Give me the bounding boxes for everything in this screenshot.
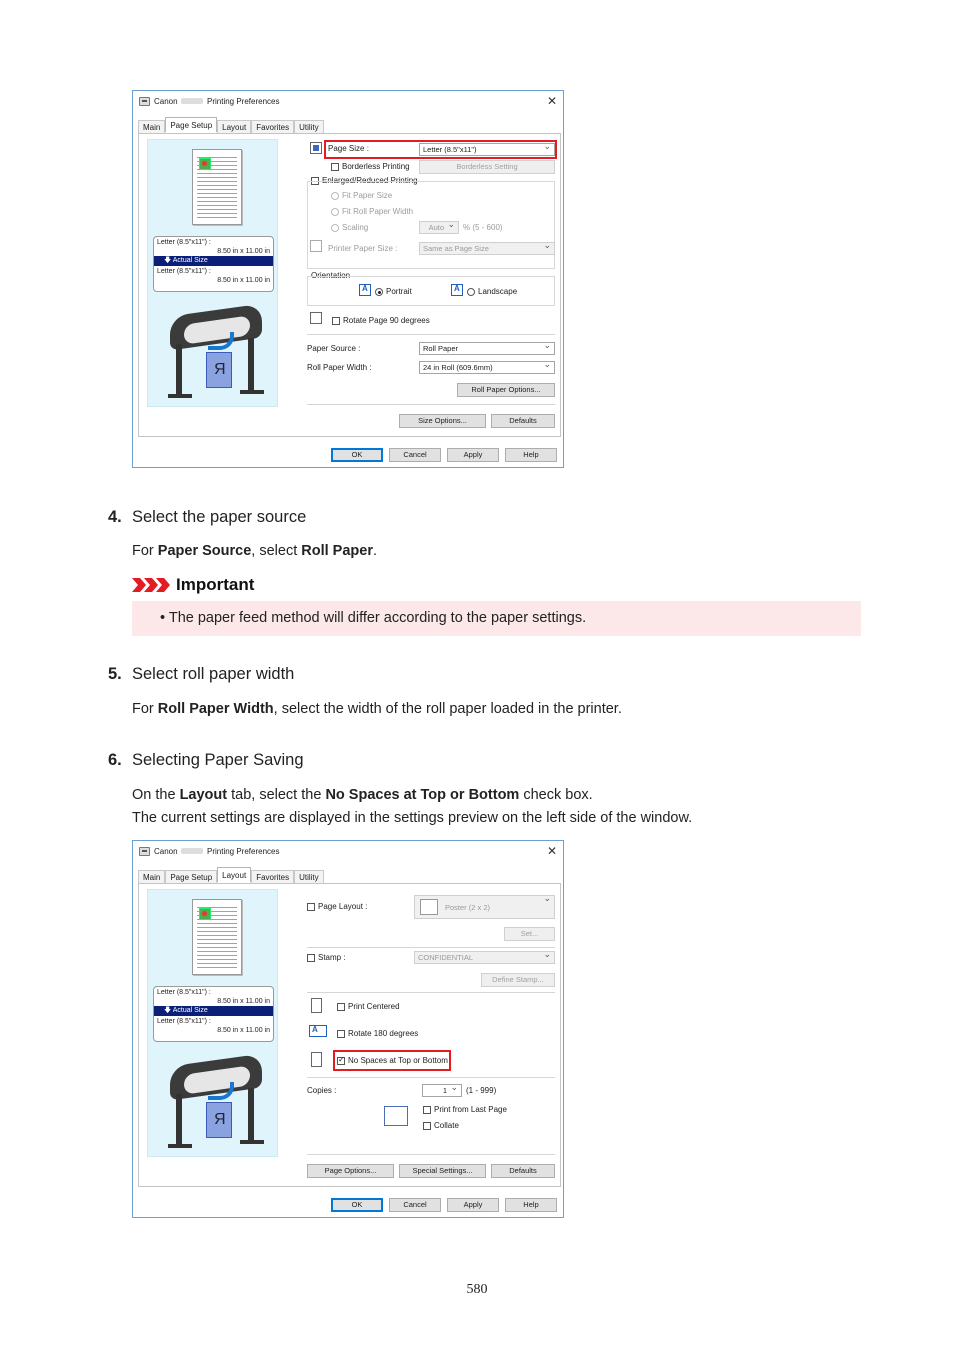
fit-roll-radio[interactable] [331, 208, 339, 216]
print-last-label: Print from Last Page [434, 1105, 507, 1114]
rotate-page-icon [310, 312, 322, 324]
important-bullet: • The paper feed method will differ according to the paper settings. [160, 610, 587, 626]
tab-utility[interactable]: Utility [294, 120, 324, 133]
step-6-text-2: The current settings are displayed in the settings preview on the left side of the window. [132, 810, 693, 826]
tab-page-setup[interactable]: Page Setup [165, 870, 217, 883]
stamp-label: Stamp : [318, 953, 346, 962]
portrait-label: Portrait [386, 287, 412, 296]
define-stamp-button[interactable]: Define Stamp... [481, 973, 555, 987]
actual-size-bar: 🡇 Actual Size [154, 256, 273, 266]
title-bar [133, 841, 563, 863]
apply-button[interactable]: Apply [447, 1198, 499, 1212]
copies-stack-icon [384, 1106, 408, 1126]
size-line: Letter (8.5"x11") : [157, 239, 211, 246]
title-brand: Canon [154, 847, 178, 856]
sheet-letter: R [214, 1111, 226, 1128]
step-number: 6. [108, 751, 122, 769]
cancel-button[interactable]: Cancel [389, 1198, 441, 1212]
fit-paper-radio[interactable] [331, 192, 339, 200]
preview-page [192, 149, 242, 225]
collate-checkbox[interactable] [423, 1122, 431, 1130]
page-size-select[interactable]: Letter (8.5"x11") ⌄ [419, 143, 555, 156]
large-format-printer-illustration [166, 302, 266, 402]
step-number: 4. [108, 508, 122, 526]
enlarged-label: Enlarged/Reduced Printing [322, 176, 418, 185]
fit-paper-label: Fit Paper Size [342, 191, 393, 200]
no-spaces-icon [311, 1052, 322, 1067]
ok-button[interactable]: OK [331, 448, 383, 462]
rotate-90-checkbox[interactable] [332, 317, 340, 325]
separator [307, 1154, 555, 1155]
borderless-label: Borderless Printing [342, 162, 410, 171]
printer-icon [139, 847, 150, 856]
size-dimensions: 8.50 in x 11.00 in [217, 277, 270, 284]
size-line: Letter (8.5"x11") : [157, 989, 211, 996]
scaling-label: Scaling [342, 223, 369, 232]
apply-button[interactable]: Apply [447, 448, 499, 462]
separator [307, 992, 555, 993]
tab-layout[interactable]: Layout [217, 120, 251, 133]
defaults-button[interactable]: Defaults [491, 414, 555, 428]
page-layout-label: Page Layout : [318, 902, 368, 911]
copies-input[interactable]: 1 ⌄ [422, 1084, 462, 1097]
print-last-checkbox[interactable] [423, 1106, 431, 1114]
tab-layout[interactable]: Layout [217, 867, 251, 882]
step-title: Select the paper source [132, 508, 307, 526]
important-arrows-icon [132, 578, 174, 592]
size-dimensions: 8.50 in x 11.00 in [217, 248, 270, 255]
important-title: Important [176, 575, 255, 594]
step-4-text: For Paper Source, select Roll Paper. [132, 543, 377, 559]
size-line: Letter (8.5"x11") : [157, 1018, 211, 1025]
separator [307, 1077, 555, 1078]
rotate-180-label: Rotate 180 degrees [348, 1029, 419, 1038]
rotate-90-label: Rotate Page 90 degrees [343, 316, 430, 325]
feed-arrow-icon [208, 1082, 234, 1100]
print-centered-checkbox[interactable] [337, 1003, 345, 1011]
separator [307, 947, 555, 948]
highlight-box [324, 140, 557, 159]
highlight-box [333, 1050, 451, 1071]
tab-panel [138, 133, 561, 437]
page-options-button[interactable]: Page Options... [307, 1164, 394, 1178]
size-dimensions: 8.50 in x 11.00 in [217, 998, 270, 1005]
tab-main[interactable]: Main [138, 120, 165, 133]
preview-page [192, 899, 242, 975]
print-centered-label: Print Centered [348, 1002, 400, 1011]
page-layout-checkbox[interactable] [307, 903, 315, 911]
stamp-select[interactable]: CONFIDENTIAL ⌄ [414, 951, 555, 964]
separator [307, 404, 555, 405]
large-format-printer-illustration [166, 1052, 266, 1152]
set-button[interactable]: Set... [504, 927, 555, 941]
help-button[interactable]: Help [505, 1198, 557, 1212]
settings-preview [147, 139, 278, 407]
sheet-letter: R [214, 361, 226, 378]
close-icon[interactable]: ✕ [546, 94, 557, 108]
actual-size-label: Actual Size [172, 1007, 208, 1014]
step-6-heading [108, 751, 304, 770]
step-6-text-1: On the Layout tab, select the No Spaces at Top or Bottom check box. [132, 787, 593, 803]
size-line: Letter (8.5"x11") : [157, 268, 211, 275]
separator [307, 334, 555, 335]
page-layout-select[interactable]: Poster (2 x 2) ⌄ [414, 895, 555, 919]
step-5-text: For Roll Paper Width, select the width of the roll paper loaded in the printer. [132, 701, 622, 717]
landscape-icon [451, 284, 463, 296]
blurred-model-name [181, 848, 203, 854]
roll-paper-options-button[interactable]: Roll Paper Options... [457, 383, 555, 397]
defaults-button[interactable]: Defaults [491, 1164, 555, 1178]
size-options-button[interactable]: Size Options... [399, 414, 486, 428]
page-size-icon [310, 142, 322, 154]
portrait-radio[interactable] [375, 288, 383, 296]
step-title: Selecting Paper Saving [132, 751, 304, 769]
stamp-checkbox[interactable] [307, 954, 315, 962]
copies-range: (1 - 999) [466, 1086, 497, 1095]
landscape-radio[interactable] [467, 288, 475, 296]
tab-page-setup[interactable]: Page Setup [165, 117, 217, 132]
scaling-radio[interactable] [331, 224, 339, 232]
fit-roll-label: Fit Roll Paper Width [342, 207, 414, 216]
size-dimensions: 8.50 in x 11.00 in [217, 1027, 270, 1034]
roll-width-label: Roll Paper Width : [307, 363, 372, 372]
step-4-heading [108, 508, 306, 527]
blurred-model-name [181, 98, 203, 104]
landscape-label: Landscape [478, 287, 518, 296]
portrait-icon [359, 284, 371, 296]
title-brand: Canon [154, 97, 178, 106]
step-5-heading [108, 665, 294, 684]
step-title: Select roll paper width [132, 665, 295, 683]
cancel-button[interactable]: Cancel [389, 448, 441, 462]
scaling-range: % (5 - 600) [463, 223, 503, 232]
title-text: Printing Preferences [207, 847, 280, 856]
roll-width-select[interactable]: 24 in Roll (609.6mm) ⌄ [419, 361, 555, 374]
tab-strip [138, 119, 324, 133]
copies-label: Copies : [307, 1086, 337, 1095]
rotate-180-checkbox[interactable] [337, 1030, 345, 1038]
printing-preferences-dialog-page-setup [132, 90, 564, 468]
orientation-group [307, 276, 555, 306]
step-number: 5. [108, 665, 122, 683]
settings-preview [147, 889, 278, 1157]
close-icon[interactable]: ✕ [546, 844, 557, 858]
poster-layout-icon [420, 899, 438, 915]
page-number: 580 [466, 1282, 488, 1297]
tab-main[interactable]: Main [138, 870, 165, 883]
printer-paper-select[interactable]: Same as Page Size ⌄ [419, 242, 555, 255]
scaling-input[interactable]: Auto ⌄ [419, 221, 459, 234]
tab-favorites[interactable]: Favorites [251, 120, 294, 133]
no-spaces-label: No Spaces at Top or Bottom [348, 1056, 448, 1065]
special-settings-button[interactable]: Special Settings... [399, 1164, 486, 1178]
paper-source-label: Paper Source : [307, 344, 361, 353]
ok-button[interactable]: OK [331, 1198, 383, 1212]
image-icon [199, 158, 211, 170]
title-bar [133, 91, 563, 113]
printer-paper-icon [310, 240, 322, 252]
collate-label: Collate [434, 1121, 459, 1130]
print-centered-icon [311, 998, 322, 1013]
rotate-180-icon [309, 1025, 327, 1037]
printer-icon [139, 97, 150, 106]
tab-panel [138, 883, 561, 1187]
page-size-label: Page Size : [328, 144, 369, 153]
actual-size-bar: 🡇 Actual Size [154, 1006, 273, 1016]
important-box [132, 601, 861, 636]
tab-favorites[interactable]: Favorites [251, 870, 294, 883]
borderless-setting-button[interactable]: Borderless Setting [419, 160, 555, 174]
title-text: Printing Preferences [207, 97, 280, 106]
paper-source-select[interactable]: Roll Paper ⌄ [419, 342, 555, 355]
actual-size-label: Actual Size [172, 257, 208, 264]
borderless-checkbox[interactable] [331, 163, 339, 171]
paper-size-info [153, 986, 274, 1042]
image-icon [199, 908, 211, 920]
feed-arrow-icon [208, 332, 234, 350]
printing-preferences-dialog-layout [132, 840, 564, 1218]
orientation-label: Orientation [311, 271, 351, 280]
tab-strip [138, 869, 324, 883]
printer-paper-label: Printer Paper Size : [328, 244, 398, 253]
tab-utility[interactable]: Utility [294, 870, 324, 883]
paper-size-info [153, 236, 274, 292]
help-button[interactable]: Help [505, 448, 557, 462]
